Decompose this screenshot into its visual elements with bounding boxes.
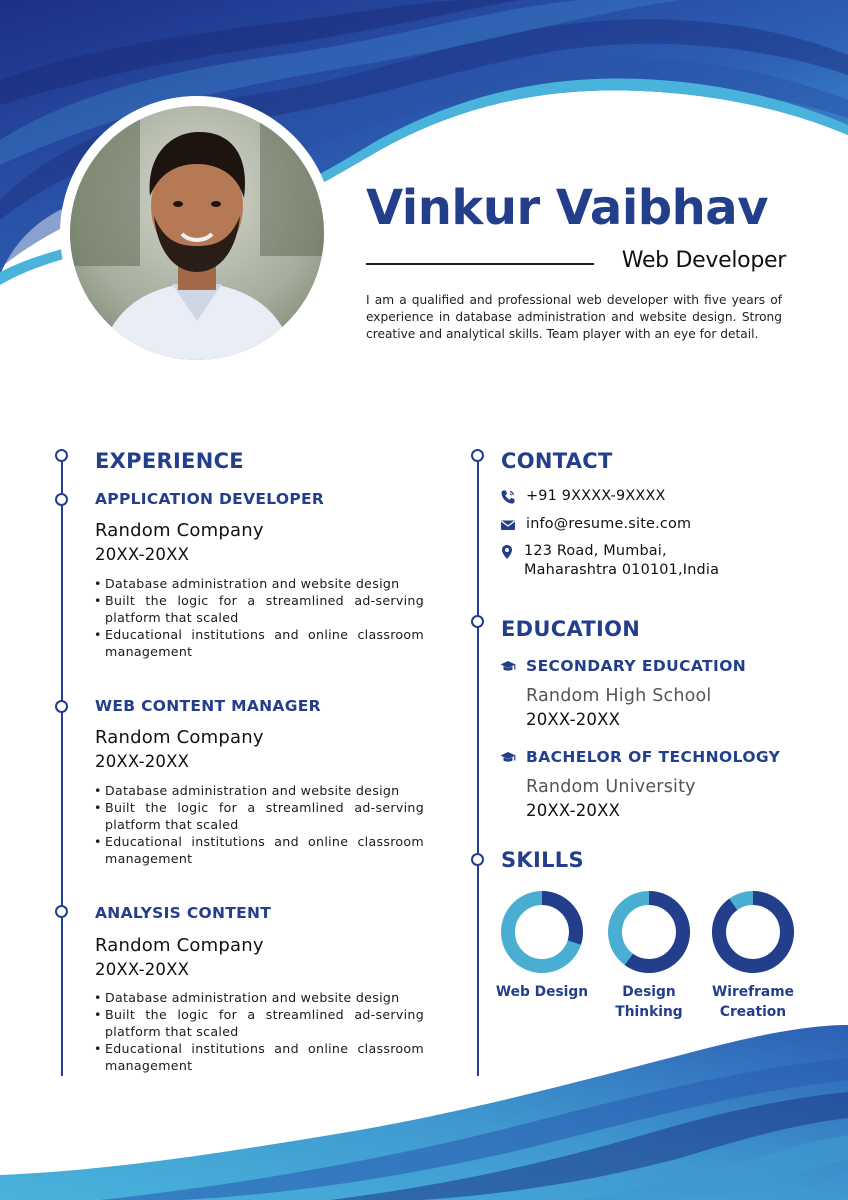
timeline-dot <box>471 449 484 462</box>
job-role: APPLICATION DEVELOPER <box>95 490 325 508</box>
job-role: ANALYSIS CONTENT <box>95 904 272 922</box>
profile-summary: I am a qualified and professional web developer with five years of experience in database administration and website design. Strong creative and analytical skills. Team player with an eye for detail. <box>366 293 782 341</box>
skill-label-line: Creation <box>719 1004 787 1020</box>
phone-icon <box>500 489 516 505</box>
education-school: Random High School <box>526 686 712 706</box>
candidate-name: Vinkur Vaibhav <box>366 180 768 236</box>
job-bullet: • Educational institutions and online classroom management <box>94 833 424 867</box>
timeline-dot <box>471 615 484 628</box>
education-heading: EDUCATION <box>501 617 641 641</box>
job-bullets <box>94 782 424 867</box>
job-role: WEB CONTENT MANAGER <box>95 697 321 715</box>
contact-phone[interactable]: +91 9XXXX-9XXXX <box>526 488 666 504</box>
job-bullet: • Educational institutions and online classroom management <box>94 626 424 660</box>
job-bullet: • Built the logic for a streamlined ad-serving platform that scaled <box>94 1006 424 1040</box>
timeline-dot <box>471 853 484 866</box>
job-dates: 20XX-20XX <box>95 960 190 979</box>
experience-timeline-line <box>61 456 63 1076</box>
graduation-cap-icon <box>500 751 516 765</box>
timeline-dot <box>55 700 68 713</box>
job-dates: 20XX-20XX <box>95 752 190 771</box>
job-title: Web Developer <box>621 248 786 273</box>
graduation-cap-icon <box>500 660 516 674</box>
job-bullet: • Educational institutions and online classroom management <box>94 1040 424 1074</box>
job-bullet: • Database administration and website design <box>94 989 424 1006</box>
skill-ring <box>500 890 584 974</box>
education-degree: SECONDARY EDUCATION <box>526 657 747 675</box>
job-dates: 20XX-20XX <box>95 545 190 564</box>
contact-address-line1: 123 Road, Mumbai, <box>524 543 667 559</box>
skill-ring <box>607 890 691 974</box>
education-school: Random University <box>526 777 696 797</box>
skill-label <box>482 982 602 1002</box>
profile-photo-frame <box>60 96 334 370</box>
job-company: Random Company <box>95 520 264 541</box>
contact-email[interactable]: info@resume.site.com <box>526 516 692 532</box>
timeline-dot <box>55 905 68 918</box>
job-bullet: • Built the logic for a streamlined ad-serving platform that scaled <box>94 592 424 626</box>
contact-address-line2: Maharashtra 010101,India <box>524 562 720 578</box>
job-bullet: • Built the logic for a streamlined ad-serving platform that scaled <box>94 799 424 833</box>
skill-ring <box>711 890 795 974</box>
skill-label-line: Wireframe <box>712 984 794 1000</box>
location-pin-icon <box>499 544 515 560</box>
skill-label-line: Web Design <box>495 984 589 1000</box>
job-company: Random Company <box>95 935 264 956</box>
skill-label <box>589 982 709 1022</box>
job-bullet: • Database administration and website design <box>94 575 424 592</box>
profile-photo <box>70 106 324 360</box>
mail-icon <box>500 517 516 533</box>
skills-heading: SKILLS <box>501 848 584 872</box>
job-bullet: • Database administration and website design <box>94 782 424 799</box>
skill-label <box>693 982 813 1022</box>
skill-label-line: Design <box>622 984 676 1000</box>
education-degree: BACHELOR OF TECHNOLOGY <box>526 748 781 766</box>
skill-label-line: Thinking <box>615 1004 683 1020</box>
education-dates: 20XX-20XX <box>526 801 621 820</box>
skill-ring-level <box>719 898 787 966</box>
education-dates: 20XX-20XX <box>526 710 621 729</box>
right-timeline-line <box>477 456 479 1076</box>
job-bullets <box>94 989 424 1074</box>
timeline-dot <box>55 493 68 506</box>
title-divider <box>366 263 594 265</box>
experience-heading: EXPERIENCE <box>95 449 244 473</box>
contact-heading: CONTACT <box>501 449 613 473</box>
job-company: Random Company <box>95 727 264 748</box>
timeline-dot <box>55 449 68 462</box>
job-bullets <box>94 575 424 660</box>
